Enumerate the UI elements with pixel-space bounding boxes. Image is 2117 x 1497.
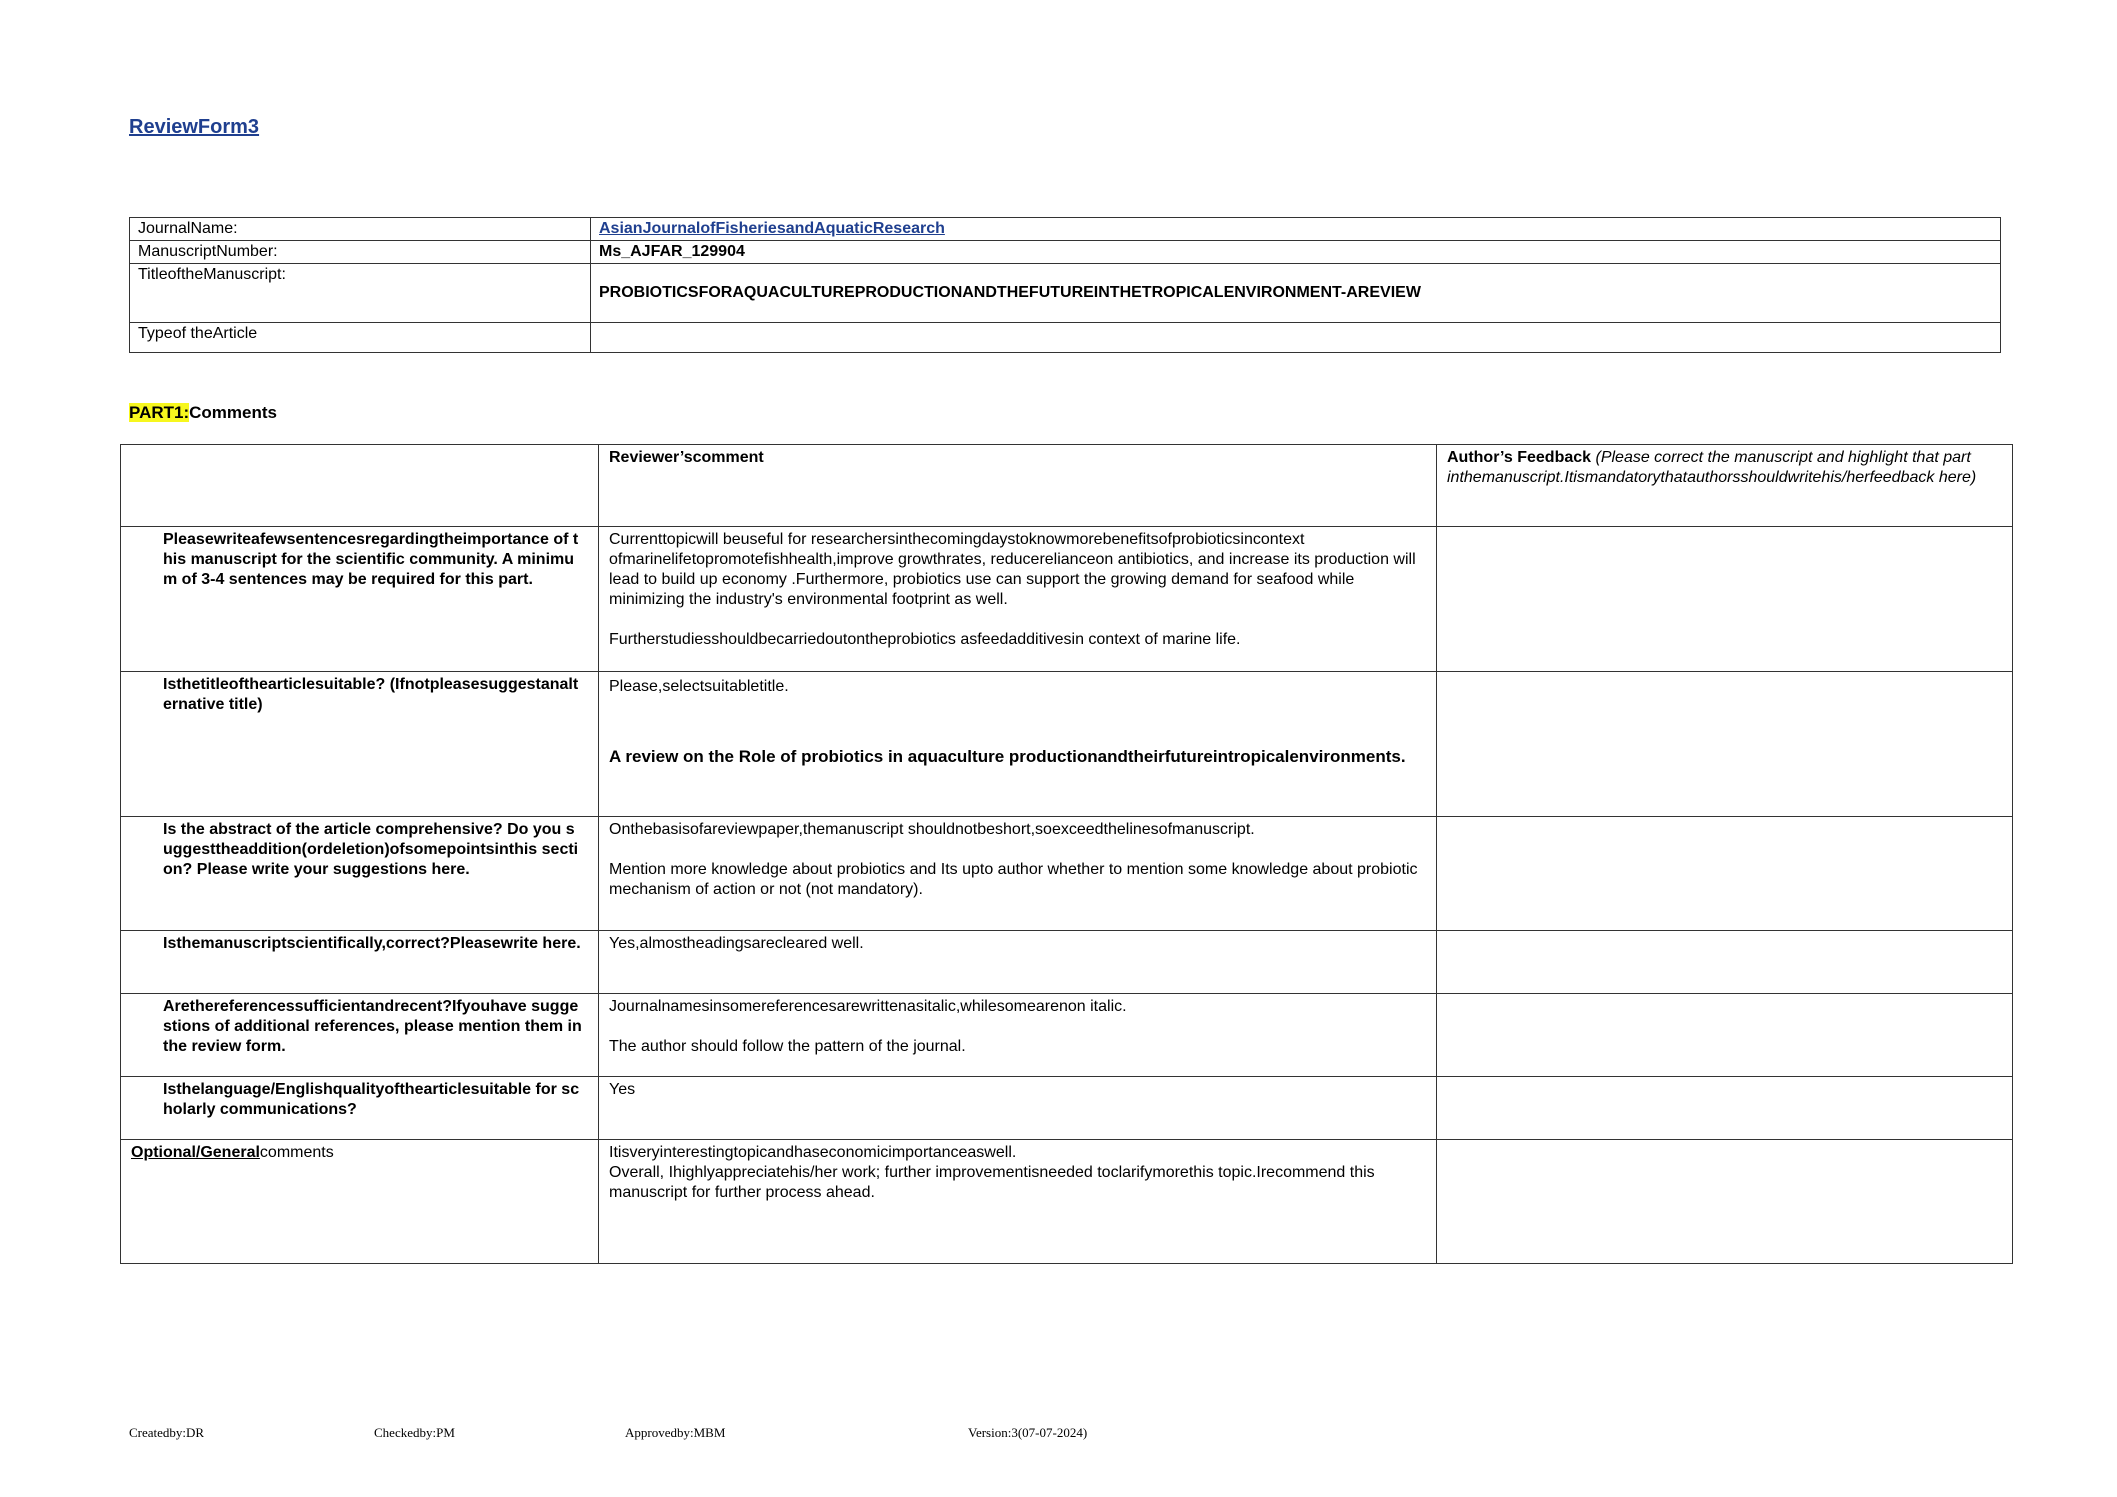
part-label: PART1: — [129, 403, 190, 422]
comment-text: Currenttopicwill beuseful for researchersinthecomingdaystoknowmorebenefitsofprobioticsincontext ofmarinelifetopromotefishhealth,improve growthrates, reducerelianceon antibiotics, and increase its production will lead to build up economy .Furthermore, probiotics use can support the growing demand for seafood while minimizing the industry's environmental footprint as well. — [609, 531, 1416, 608]
part-heading — [129, 403, 277, 423]
question-language: Isthelanguage/Englishqualityofthearticlesuitable for scholarly communications? — [121, 1077, 599, 1140]
comment-text: Journalnamesinsomereferencesarewrittenasitalic,whilesomearenon italic. — [609, 998, 1127, 1015]
author-feedback-references[interactable] — [1437, 994, 2013, 1077]
manuscript-number-row — [130, 241, 2001, 264]
manuscript-title-label: TitleoftheManuscript: — [130, 264, 591, 323]
suggested-title: A review on the Role of probiotics in aquaculture productionandtheirfutureintropicalenvironments. — [609, 747, 1406, 766]
footer-checked: Checkedby:PM — [374, 1425, 455, 1440]
optional-comments-label — [121, 1140, 599, 1264]
question-scientific: Isthemanuscriptscientifically,correct?Pleasewrite here. — [121, 931, 599, 994]
comment-text: The author should follow the pattern of the journal. — [609, 1038, 966, 1055]
table-row — [121, 931, 2013, 994]
table-row — [121, 672, 2013, 817]
part-rest: Comments — [189, 403, 277, 422]
manuscript-number-label: ManuscriptNumber: — [130, 241, 591, 264]
reviewer-comment-abstract[interactable] — [599, 817, 1437, 931]
author-feedback-title[interactable] — [1437, 672, 2013, 817]
journal-link[interactable]: AsianJournalofFisheriesandAquaticResearch — [599, 220, 945, 237]
reviewer-comment-optional[interactable] — [599, 1140, 1437, 1264]
manuscript-title-row — [130, 264, 2001, 323]
journal-label: JournalName: — [130, 218, 591, 241]
article-type-label: Typeof theArticle — [130, 323, 591, 353]
reviewer-comment-scientific[interactable] — [599, 931, 1437, 994]
author-feedback-scientific[interactable] — [1437, 931, 2013, 994]
question-abstract: Is the abstract of the article comprehensive? Do you suggesttheaddition(ordeletion)ofsomepointsinthis section? Please write your suggestions here. — [121, 817, 599, 931]
table-row — [121, 1140, 2013, 1264]
header-author-label: Author’s Feedback — [1447, 449, 1592, 466]
article-type-value — [591, 323, 2001, 353]
author-feedback-importance[interactable] — [1437, 527, 2013, 672]
header-author-feedback — [1437, 445, 2013, 527]
optional-label-rest: comments — [259, 1144, 334, 1161]
reviewer-comment-language[interactable] — [599, 1077, 1437, 1140]
table-row — [121, 527, 2013, 672]
footer-version: Version:3(07-07-2024) — [968, 1425, 1088, 1440]
comment-text: Yes — [609, 1081, 636, 1098]
comments-table — [120, 444, 2013, 1264]
manuscript-number-value: Ms_AJFAR_129904 — [591, 241, 2001, 264]
footer-approved: Approvedby:MBM — [625, 1425, 726, 1440]
table-row — [121, 817, 2013, 931]
reviewer-comment-title[interactable] — [599, 672, 1437, 817]
reviewer-comment-references[interactable] — [599, 994, 1437, 1077]
author-feedback-abstract[interactable] — [1437, 817, 2013, 931]
comments-header-row — [121, 445, 2013, 527]
journal-cell — [591, 218, 2001, 241]
header-reviewer-comment: Reviewer’scomment — [599, 445, 1437, 527]
question-references: Arethereferencessufficientandrecent?Ifyouhave suggestions of additional references, please mention them in the review form. — [121, 994, 599, 1077]
reviewer-comment-importance[interactable] — [599, 527, 1437, 672]
footer-created: Createdby:DR — [129, 1425, 205, 1440]
manuscript-info-table — [129, 217, 2001, 353]
form-title: ReviewForm3 — [129, 116, 260, 138]
question-title: Isthetitleofthearticlesuitable? (Ifnotpleasesuggestanalternative title) — [121, 672, 599, 817]
header-empty-cell — [121, 445, 599, 527]
header-author-note: (Please correct the manuscript and highlight that part inthemanuscript.Itismandatorythatauthorsshouldwritehis/herfeedback here) — [1447, 449, 1977, 486]
author-feedback-optional[interactable] — [1437, 1140, 2013, 1264]
journal-row — [130, 218, 2001, 241]
comment-text: Mention more knowledge about probiotics and Its upto author whether to mention some knowledge about probiotic mechanism of action or not (not mandatory). — [609, 861, 1418, 898]
article-type-row — [130, 323, 2001, 353]
author-feedback-language[interactable] — [1437, 1077, 2013, 1140]
comment-text: Itisveryinterestingtopicandhaseconomicimportanceaswell. — [609, 1144, 1017, 1161]
comment-text: Please,selectsuitabletitle. — [609, 678, 789, 695]
table-row — [121, 1077, 2013, 1140]
comment-text: Onthebasisofareviewpaper,themanuscript shouldnotbeshort,soexceedthelinesofmanuscript. — [609, 821, 1255, 838]
comment-text: Yes,almostheadingsarecleared well. — [609, 935, 864, 952]
comment-text: Furtherstudiesshouldbecarriedoutontheprobiotics asfeedadditivesin context of marine life. — [609, 631, 1241, 648]
manuscript-title-value: PROBIOTICSFORAQUACULTUREPRODUCTIONANDTHEFUTUREINTHETROPICALENVIRONMENT-AREVIEW — [591, 264, 2001, 323]
question-importance: Pleasewriteafewsentencesregardingtheimportance of this manuscript for the scientific community. A minimum of 3-4 sentences may be required for this part. — [121, 527, 599, 672]
table-row — [121, 994, 2013, 1077]
comment-text: Overall, Ihighlyappreciatehis/her work; further improvementisneeded toclarifymorethis topic.Irecommend this manuscript for further process ahead. — [609, 1164, 1375, 1201]
optional-label-bold: Optional/General — [131, 1144, 260, 1161]
